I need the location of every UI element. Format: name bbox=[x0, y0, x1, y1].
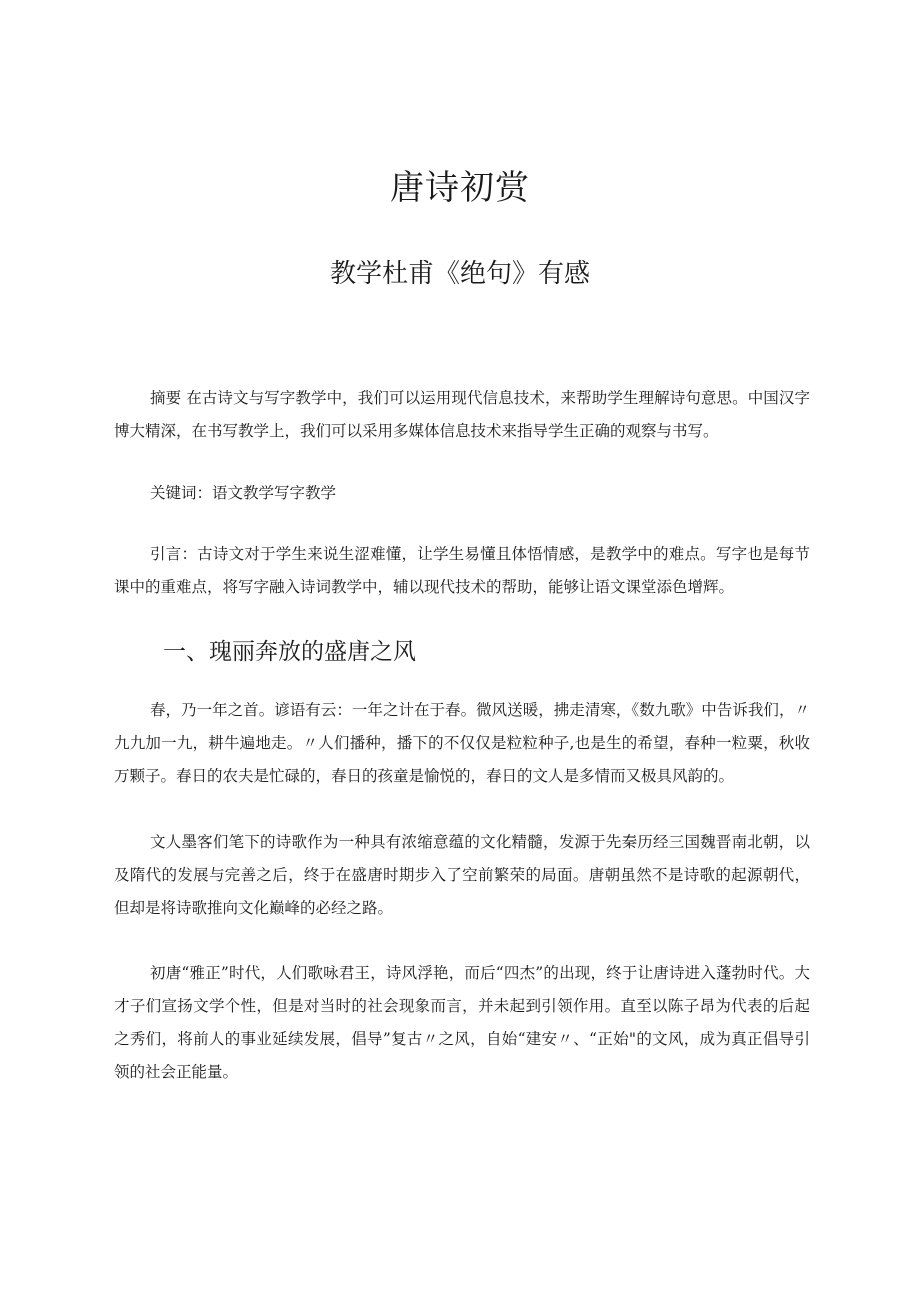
body-paragraph: 春，乃一年之首。谚语有云：一年之计在于春。微风送暖，拂走清寒，《数九歌》中告诉我们，〃九九加一九，耕牛遍地走。〃人们播种，播下的不仅仅是粒粒种子,也是生的希望，春种一粒粟，秋收万颗子。春日的农夫是忙碌的，春日的孩童是愉悦的，春日的文人是多情而又极具风韵的。 bbox=[114, 701, 810, 785]
abstract-paragraph: 摘要 在古诗文与写字教学中，我们可以运用现代信息技术，来帮助学生理解诗句意思。中国汉字博大精深，在书写教学上，我们可以采用多媒体信息技术来指导学生正确的观察与书写。 bbox=[114, 389, 810, 440]
introduction-paragraph: 引言：古诗文对于学生来说生涩难懂，让学生易懂且体悟情感，是教学中的难点。写字也是每节课中的重难点，将写字融入诗词教学中，辅以现代技术的帮助，能够让语文课堂添色增辉。 bbox=[114, 545, 810, 596]
document-subtitle: 教学杜甫《绝句》有感 bbox=[329, 259, 590, 289]
document-title: 唐诗初赏 bbox=[390, 168, 530, 208]
body-paragraph: 文人墨客们笔下的诗歌作为一种具有浓缩意蕴的文化精髓，发源于先秦历经三国魏晋南北朝，以及隋代的发展与完善之后，终于在盛唐时期步入了空前繁荣的局面。唐朝虽然不是诗歌的起源朝代，但却是将诗歌推向文化巅峰的必经之路。 bbox=[114, 833, 810, 917]
keywords-line: 关键词：语文教学写字教学 bbox=[150, 484, 337, 502]
section-heading: 一、瑰丽奔放的盛唐之风 bbox=[163, 639, 416, 665]
body-paragraph: 初唐“雅正”时代，人们歌咏君王，诗风浮艳，而后“四杰”的出现，终于让唐诗进入蓬勃时代。大才子们宣扬文学个性，但是对当时的社会现象而言，并未起到引领作用。直至以陈子昂为代表的后起之秀们，将前人的事业延续发展，倡导”复古〃之风，自始“建安〃、“正始"的文风，成为真正倡导引领的社会正能量。 bbox=[114, 964, 810, 1081]
